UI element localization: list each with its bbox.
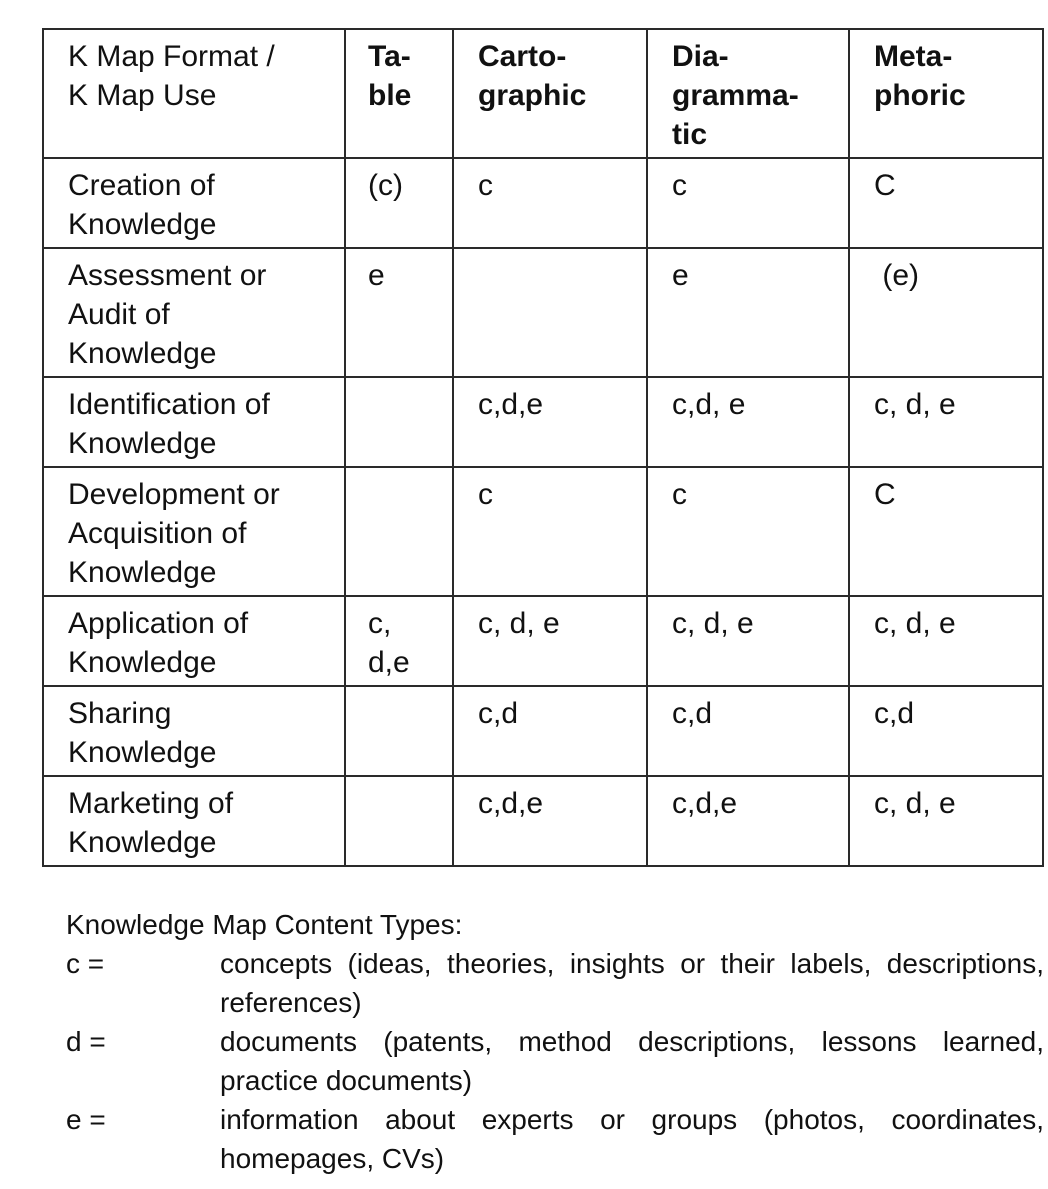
table-cell (849, 377, 1043, 467)
table-row (43, 686, 1043, 776)
use-label-line: Sharing (68, 697, 172, 730)
cell-value: c, d, e (478, 607, 560, 640)
table-cell (453, 158, 647, 248)
cell-value: c,d, e (672, 388, 746, 421)
header-metaphoric (849, 29, 1043, 158)
use-label-line: Knowledge (68, 646, 217, 679)
cell-value: c, (368, 607, 392, 640)
legend-key: d = (66, 1026, 106, 1057)
row-use-label (43, 467, 345, 596)
header-line: Dia- (672, 40, 729, 73)
cell-value: c,d (478, 697, 519, 730)
use-label-line: Knowledge (68, 427, 217, 460)
use-label-line: Knowledge (68, 826, 217, 859)
row-use-label (43, 776, 345, 866)
cell-value: e (672, 259, 689, 292)
cell-value: c,d (672, 697, 713, 730)
legend-item-d (66, 1022, 1048, 1100)
table-row (43, 377, 1043, 467)
use-label-line: Acquisition of (68, 517, 247, 550)
cell-value: c (672, 169, 687, 202)
table-row (43, 776, 1043, 866)
cell-value: (c) (368, 169, 403, 202)
cell-value: c,d,e (672, 787, 738, 820)
use-label-line: Development or (68, 478, 280, 511)
cell-value: c (478, 478, 493, 511)
header-corner-line: K Map Format / (68, 40, 275, 73)
cell-value: c,d,e (478, 787, 544, 820)
legend-key: e = (66, 1104, 106, 1135)
legend-description: information about experts or groups (photos, coordinates, homepages, CVs) (220, 1104, 1044, 1174)
use-label-line: Knowledge (68, 337, 217, 370)
table-cell (345, 596, 453, 686)
table-cell (849, 596, 1043, 686)
header-corner-line: K Map Use (68, 79, 217, 112)
table-cell (453, 377, 647, 467)
header-line: Meta- (874, 40, 953, 73)
table-cell (345, 776, 453, 866)
table-cell (453, 686, 647, 776)
header-line: Carto- (478, 40, 567, 73)
table-cell (849, 158, 1043, 248)
use-label-line: Knowledge (68, 556, 217, 589)
table-cell (849, 467, 1043, 596)
table-cell (647, 596, 849, 686)
table-cell (647, 248, 849, 377)
cell-value: c, d, e (874, 787, 956, 820)
cell-value: d,e (368, 646, 410, 679)
cell-value: c, d, e (874, 388, 956, 421)
content-types-legend (66, 905, 1048, 1178)
row-use-label (43, 158, 345, 248)
table-cell (647, 158, 849, 248)
header-corner-cell (43, 29, 345, 158)
table-cell (849, 686, 1043, 776)
table-row (43, 158, 1043, 248)
table-row (43, 596, 1043, 686)
table-cell (453, 248, 647, 377)
table-header-row (43, 29, 1043, 158)
table-cell (647, 776, 849, 866)
table-cell (345, 467, 453, 596)
table-cell (345, 248, 453, 377)
cell-value: c,d,e (478, 388, 544, 421)
table-cell (345, 158, 453, 248)
cell-value: c,d (874, 697, 915, 730)
table-cell (345, 686, 453, 776)
table-cell (453, 596, 647, 686)
table-cell (453, 776, 647, 866)
table-body (43, 158, 1043, 866)
table-cell (849, 248, 1043, 377)
use-label-line: Application of (68, 607, 249, 640)
header-line: Ta- (368, 40, 411, 73)
header-cartographic (453, 29, 647, 158)
cell-value: C (874, 169, 896, 202)
legend-key: c = (66, 948, 105, 979)
legend-description: concepts (ideas, theories, insights or their labels, descriptions, references) (220, 948, 1044, 1018)
cell-value: c, d, e (874, 607, 956, 640)
use-label-line: Creation of (68, 169, 215, 202)
header-line: ble (368, 79, 412, 112)
legend-title: Knowledge Map Content Types: (66, 909, 463, 940)
table-row (43, 248, 1043, 377)
header-line: graphic (478, 79, 587, 112)
table-row (43, 467, 1043, 596)
use-label-line: Marketing of (68, 787, 234, 820)
row-use-label (43, 248, 345, 377)
use-label-line: Audit of (68, 298, 170, 331)
table-cell (345, 377, 453, 467)
table-cell (647, 467, 849, 596)
legend-item-c (66, 944, 1048, 1022)
use-label-line: Knowledge (68, 208, 217, 241)
table-cell (647, 686, 849, 776)
cell-value: c (478, 169, 493, 202)
header-line: tic (672, 118, 708, 151)
header-line: gramma- (672, 79, 799, 112)
use-label-line: Knowledge (68, 736, 217, 769)
row-use-label (43, 377, 345, 467)
table-cell (453, 467, 647, 596)
cell-value: c, d, e (672, 607, 754, 640)
header-diagrammatic (647, 29, 849, 158)
kmap-format-use-table (42, 28, 1044, 867)
use-label-line: Assessment or (68, 259, 267, 292)
legend-item-e (66, 1100, 1048, 1178)
cell-value: e (368, 259, 385, 292)
row-use-label (43, 686, 345, 776)
cell-value: C (874, 478, 896, 511)
row-use-label (43, 596, 345, 686)
cell-value: c (672, 478, 687, 511)
legend-description: documents (patents, method descriptions, lessons learned, practice documents) (220, 1026, 1044, 1096)
header-line: phoric (874, 79, 966, 112)
table-cell (647, 377, 849, 467)
table-cell (849, 776, 1043, 866)
use-label-line: Identification of (68, 388, 270, 421)
header-table (345, 29, 453, 158)
cell-value: (e) (874, 259, 919, 292)
